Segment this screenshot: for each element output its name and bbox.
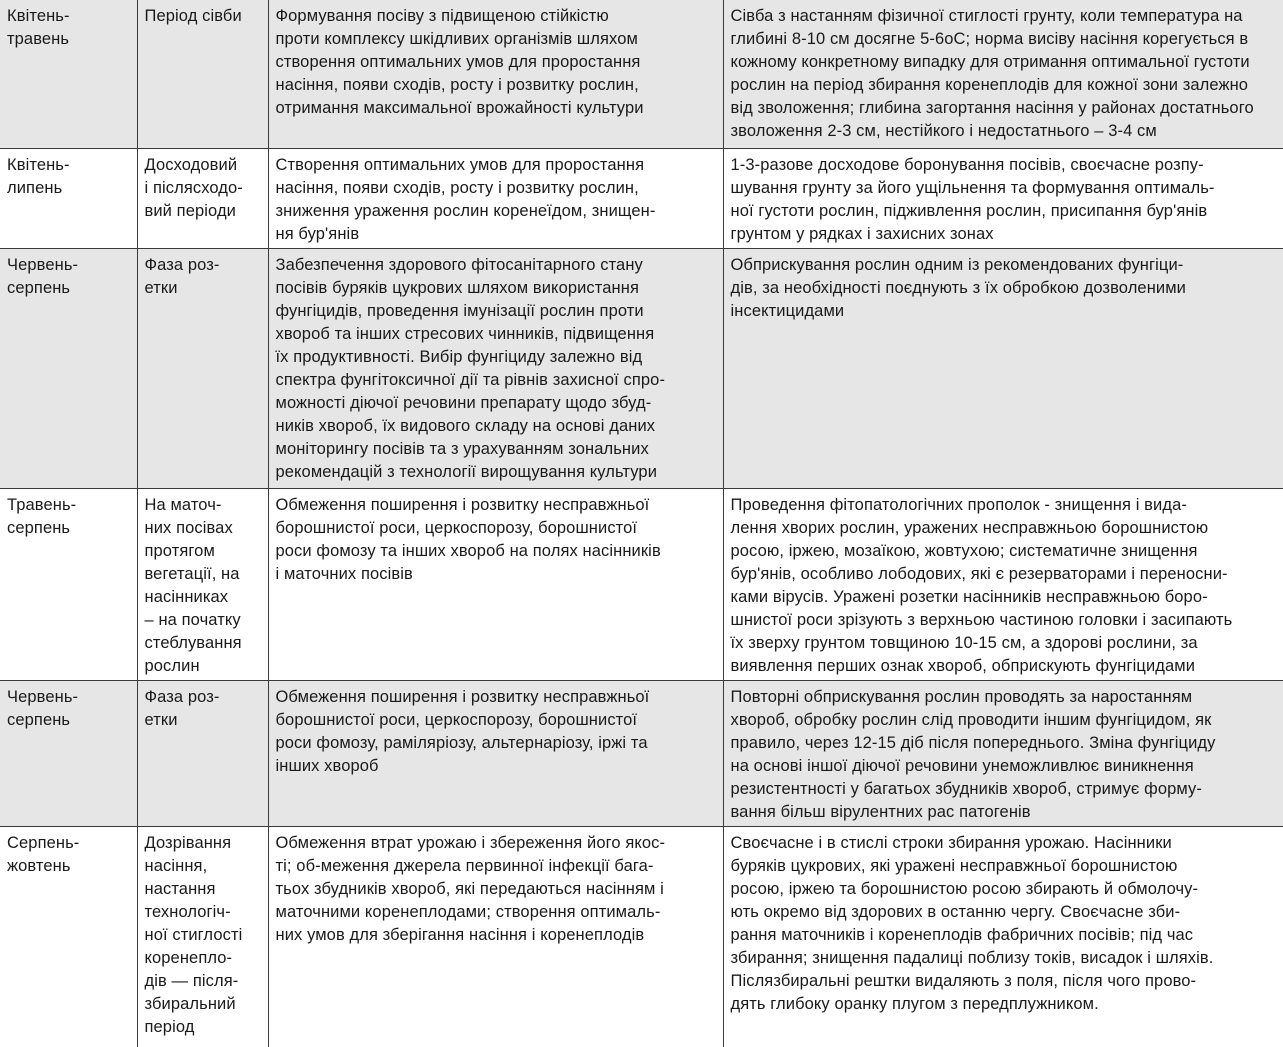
phase-cell: На маточ- них посівах протягом вегетації, на насінниках – на початку стеблування рослин (137, 488, 268, 680)
table-row (0, 248, 1283, 488)
period-cell: Квітень- липень (0, 148, 137, 248)
measures-cell: Повторні обприскування рослин проводять за наростанням хвороб, обробку рослин слід проводити іншим фунгіцидом, як правило, через 12-15 діб після попереднього. Зміна фунгіциду на основі іншої діючої речовини унеможливлює виникнення резистентності у багатьох збудників хвороб, стримує форму- вання більш вірулентних рас патогенів (723, 680, 1283, 826)
goal-cell: Обмеження поширення і розвитку несправжньої борошнистої роси, церкоспорозу, борошнистої роси фомозу та інших хвороб на полях насінників і маточних посівів (268, 488, 723, 680)
goal-cell: Обмеження втрат урожаю і збереження його якос- ті; об-меження джерела первинної інфекції бага- тьох збудників хвороб, які передаються насінням і маточними коренеплодами; створення оптималь- них умов для зберігання насіння і коренеплодів (268, 826, 723, 1047)
table-row (0, 488, 1283, 680)
table-row (0, 148, 1283, 248)
table-row (0, 826, 1283, 1047)
phase-cell: Дозрівання насіння, настання технологіч- ної стиглості коренепло- дів — після- збиральний період (137, 826, 268, 1047)
goal-cell: Формування посіву з підвищеною стійкістю проти комплексу шкідливих організмів шляхом створення оптимальних умов для проростання насіння, появи сходів, росту і розвитку рослин, отримання максимальної врожайності культури (268, 0, 723, 148)
period-cell: Серпень- жовтень (0, 826, 137, 1047)
phase-cell: Досходовий і післясходо- вий періоди (137, 148, 268, 248)
period-cell: Квітень- травень (0, 0, 137, 148)
table-row (0, 680, 1283, 826)
measures-cell: 1-3-разове досходове боронування посівів, своєчасне розпу- шування грунту за його ущільнення та формування оптималь- ної густоти рослин, підживлення рослин, присипання бур'янів грунтом у рядках і захисних зонах (723, 148, 1283, 248)
goal-cell: Обмеження поширення і розвитку несправжньої борошнистої роси, церкоспорозу, борошнистої роси фомозу, раміляріозу, альтернаріозу, іржі та інших хвороб (268, 680, 723, 826)
period-cell: Червень- серпень (0, 248, 137, 488)
phase-cell: Період сівби (137, 0, 268, 148)
phase-cell: Фаза роз- етки (137, 248, 268, 488)
period-cell: Червень- серпень (0, 680, 137, 826)
goal-cell: Забезпечення здорового фітосанітарного стану посівів буряків цукрових шляхом використання фунгіцидів, проведення імунізації рослин проти хвороб та інших стресових чинників, підвищення їх продуктивності. Вибір фунгіциду залежно від спектра фунгітоксичної дії та рівнів захисної спро- можності діючої речовини препарату щодо збуд- ників хвороб, їх видового складу на основі даних моніторингу посівів та з урахуванням зональних рекомендацій з технології вирощування культури (268, 248, 723, 488)
measures-cell: Обприскування рослин одним із рекомендованих фунгіци- дів, за необхідності поєднують з їх обробкою дозволеними інсектицидами (723, 248, 1283, 488)
measures-cell: Сівба з настанням фізичної стиглості грунту, коли температура на глибині 8-10 см досягне 5-6оС; норма висіву насіння корегується в кожному конкретному випадку для отримання оптимальної густоти рослин на період збирання коренеплодів для кожної зони залежно від зволоження; глибина загортання насіння у районах достатнього зволоження 2-3 см, нестійкого і недостатнього – 3-4 см (723, 0, 1283, 148)
period-cell: Травень- серпень (0, 488, 137, 680)
table-row (0, 0, 1283, 148)
measures-cell: Своєчасне і в стислі строки збирання урожаю. Насінники буряків цукрових, які уражені несправжньої борошнистою росою, іржею та борошнистою росою збирають й обмолочу- ють окремо від здорових в останню чергу. Своєчасне зби- рання маточників і коренеплодів фабричних посівів; під час збирання; знищення падалиці поблизу токів, висадок і шляхів. Післязбиральні рештки видаляють з поля, після чого прово- дять глибоку оранку плугом з передплужником. (723, 826, 1283, 1047)
measures-cell: Проведення фітопатологічних прополок - знищення і вида- лення хворих рослин, уражених несправжньою борошнистою росою, іржею, мозаїкою, жовтухою; систематичне знищення бур'янів, особливо лободових, які є резерваторами і переносни- ками вірусів. Уражені розетки насінників несправжньою боро- шнистої роси зрізують з верхньою частиною головки і засипають їх зверху грунтом товщиною 10-15 см, а здорові рослини, за виявлення перших ознак хвороб, обприскують фунгіцидами (723, 488, 1283, 680)
phase-cell: Фаза роз- етки (137, 680, 268, 826)
goal-cell: Створення оптимальних умов для проростання насіння, появи сходів, росту і розвитку рослин, зниження ураження рослин коренеїдом, знищен- ня бур'янів (268, 148, 723, 248)
